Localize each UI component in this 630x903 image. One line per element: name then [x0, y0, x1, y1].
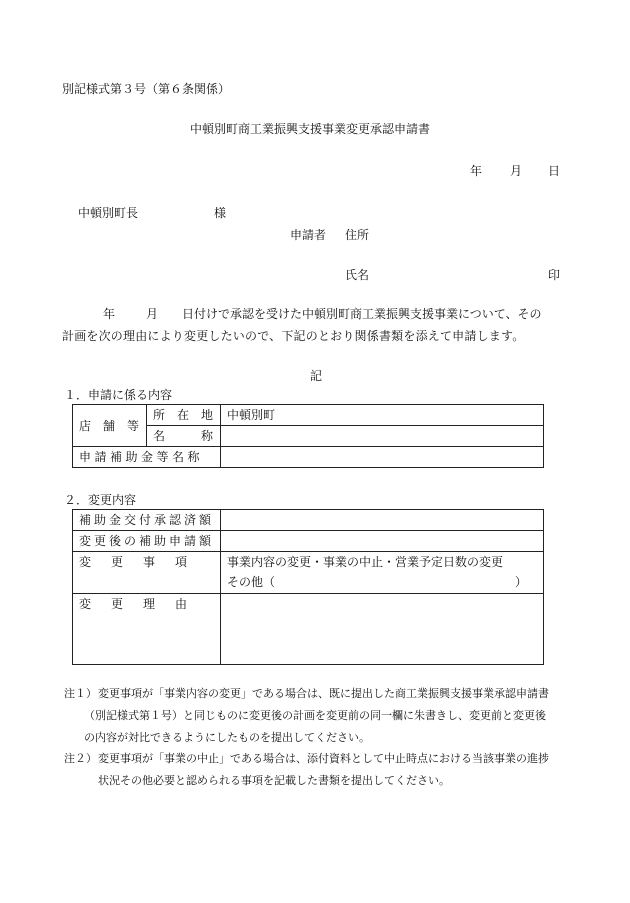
- new-amount-label: 変更後の補助申請額: [79, 534, 215, 548]
- section2-table: [72, 509, 544, 665]
- note-1-text3: の内容が対比できるようにしたものを提出してください。: [84, 731, 370, 744]
- section2-heading: ２．変更内容: [64, 493, 137, 507]
- note-2: [64, 748, 564, 792]
- approved-amount-label: 補助金交付承認済額: [79, 513, 215, 527]
- store-label: 店 舗 等: [79, 418, 140, 433]
- subsidy-name-label: 申請補助金等名称: [79, 450, 204, 464]
- section1-table: [72, 404, 544, 468]
- location-value-cell: [221, 405, 544, 426]
- note-1: [64, 683, 564, 749]
- location-label: 所 在 地: [153, 408, 214, 422]
- location-label-cell: [147, 405, 221, 426]
- applicant-name-label: 氏名: [345, 268, 370, 282]
- addressee-name: 中頓別町長: [78, 206, 139, 220]
- location-value: 中頓別町: [227, 408, 276, 422]
- applicant-label: 申請者: [290, 228, 327, 242]
- note-2-line1: [64, 748, 564, 770]
- new-amount-value-cell: [221, 531, 544, 552]
- body-line2: 計画を次の理由により変更したいので、下記のとおり関係書類を添えて申請します。: [62, 329, 525, 343]
- note-1-text1: 変更事項が「事業内容の変更」である場合は、既に提出した商工業振興支援事業承認申請書: [98, 687, 549, 700]
- change-items-line2: [227, 572, 537, 592]
- date-month: 月: [510, 164, 523, 178]
- store-label-cell: [73, 405, 147, 447]
- note-2-label: 注２）: [64, 752, 97, 765]
- body-month: 月: [146, 307, 159, 321]
- date-year: 年: [470, 164, 483, 178]
- addressee-honorific: 様: [214, 206, 227, 220]
- reason-label-cell: [73, 594, 221, 665]
- note-2-text2: 状況その他必要と認められる事項を記載した書類を提出してください。: [98, 774, 450, 787]
- note-2-text1: 変更事項が「事業の中止」である場合は、添付資料として中止時点における当該事業の進捗: [98, 752, 549, 765]
- date-day: 日: [548, 164, 561, 178]
- change-items-line1: 事業内容の変更・事業の中止・営業予定日数の変更: [227, 555, 504, 569]
- note-1-line1: [64, 683, 564, 705]
- note-1-text2: （別記様式第１号）と同じものに変更後の計画を変更前の同一欄に朱書きし、変更前と変更後: [84, 709, 546, 722]
- reason-value-cell: [221, 594, 544, 665]
- approved-amount-label-cell: [73, 510, 221, 531]
- reason-label: 変 更 理 由: [79, 597, 192, 611]
- change-items-label: 変 更 事 項: [79, 555, 192, 569]
- body-year: 年: [103, 307, 116, 321]
- change-items-value-cell: [221, 552, 544, 594]
- name-label: 名 称: [153, 429, 214, 443]
- ki-heading: 記: [310, 369, 323, 383]
- approved-amount-value-cell: [221, 510, 544, 531]
- applicant-seal: 印: [548, 268, 561, 282]
- subsidy-name-value-cell: [221, 447, 544, 468]
- form-title: 中頓別町商工業振興支援事業変更承認申請書: [190, 122, 431, 136]
- body-line1: 日付けで承認を受けた中頓別町商工業振興支援事業について、その: [182, 307, 542, 321]
- name-value-cell: [221, 426, 544, 447]
- change-items-other-close: ）: [514, 575, 527, 589]
- new-amount-label-cell: [73, 531, 221, 552]
- change-items-other-open: その他（: [227, 575, 276, 589]
- section1-heading: １．申請に係る内容: [64, 388, 173, 402]
- subsidy-name-label-cell: [73, 447, 221, 468]
- name-label-cell: [147, 426, 221, 447]
- change-items-label-cell: [73, 552, 221, 594]
- note-1-label: 注１）: [64, 687, 97, 700]
- applicant-address-label: 住所: [345, 228, 370, 242]
- form-label: 別記様式第３号（第６条関係）: [62, 82, 231, 96]
